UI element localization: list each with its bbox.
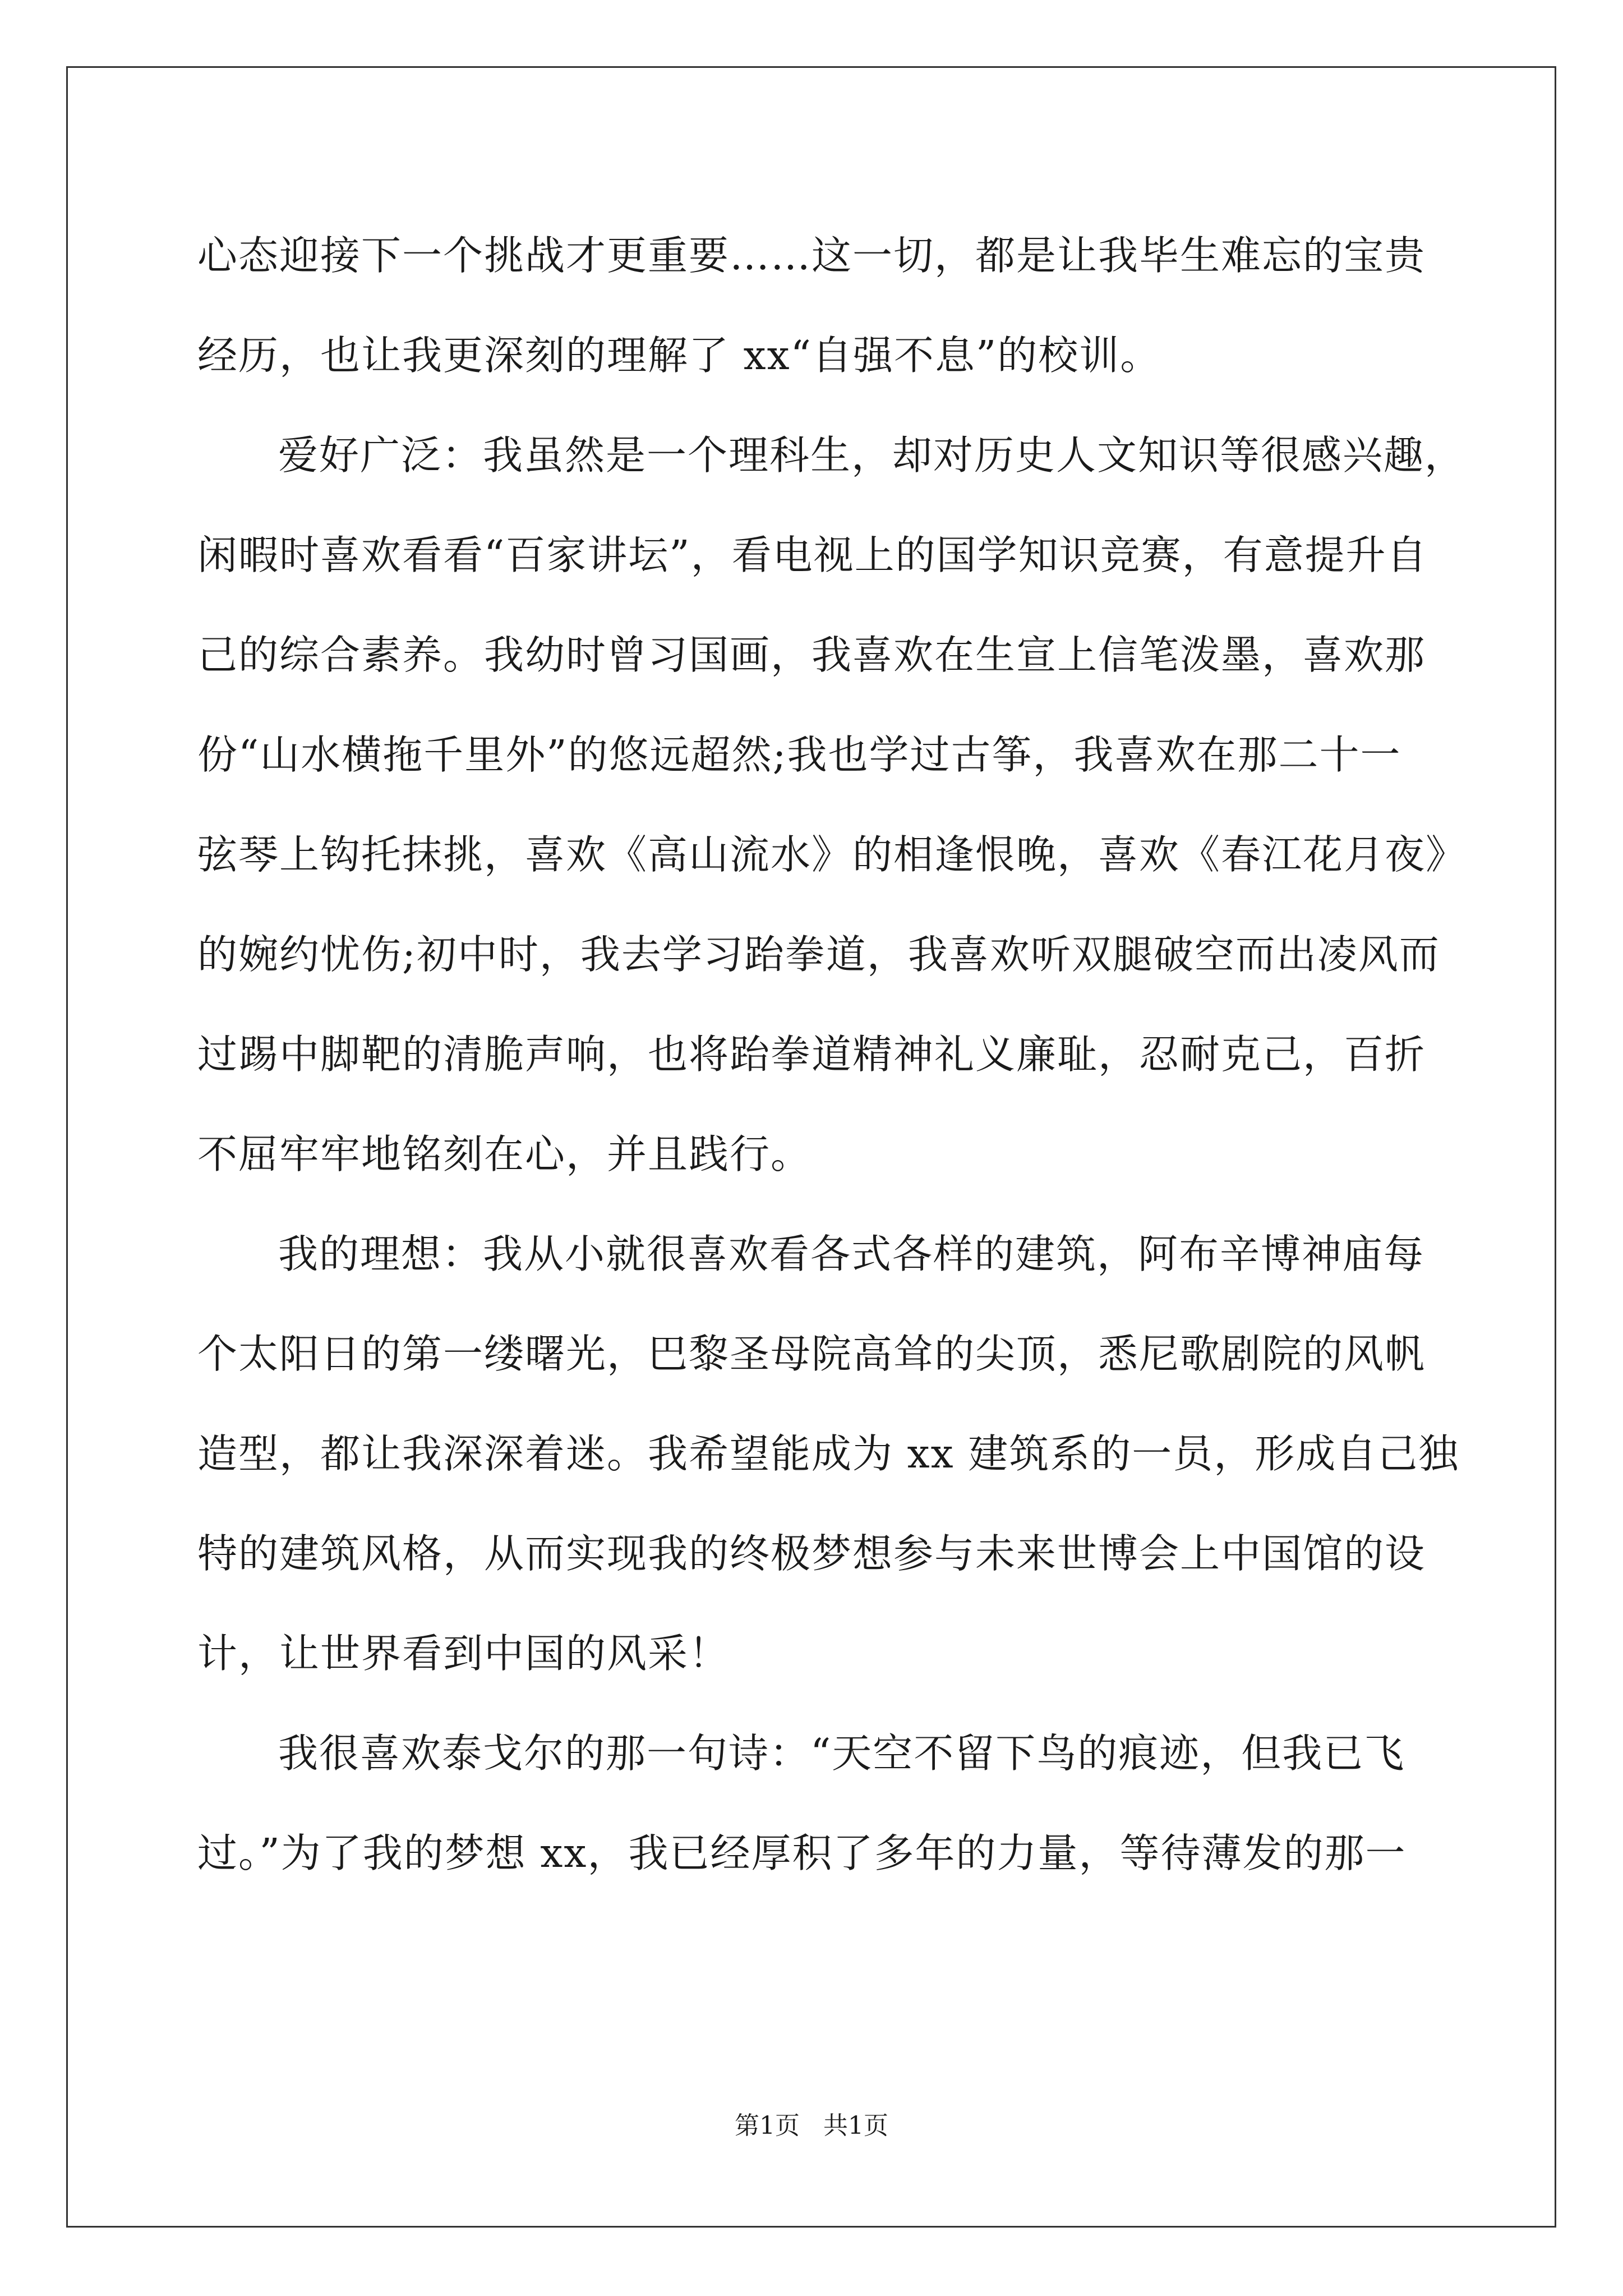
text-line: 过。”为了我的梦想 xx，我已经厚积了多年的力量，等待薄发的那一 [197,1830,1407,1876]
text-line: 闲暇时喜欢看看“百家讲坛”，看电视上的国学知识竞赛，有意提升自 [197,532,1428,578]
text-line: 的婉约忧伤;初中时，我去学习跆拳道，我喜欢听双腿破空而出凌风而 [197,931,1440,978]
text-line: 计，让世界看到中国的风采！ [197,1630,730,1677]
paragraph-first-line: 我很喜欢泰戈尔的那一句诗：“天空不留下鸟的痕迹，但我已飞 [278,1730,1405,1777]
text-line: 特的建筑风格，从而实现我的终极梦想参与未来世博会上中国馆的设 [197,1530,1426,1577]
paragraph-first-line: 爱好广泛：我虽然是一个理科生，却对历史人文知识等很感兴趣， [278,432,1466,478]
text-line: 不屈牢牢地铭刻在心，并且践行。 [197,1131,812,1177]
text-line: 经历，也让我更深刻的理解了 xx“自强不息”的校训。 [197,332,1161,379]
text-line: 份“山水横拖千里外”的悠远超然;我也学过古筝，我喜欢在那二十一 [197,731,1401,778]
text-line: 心态迎接下一个挑战才更重要……这一切，都是让我毕生难忘的宝贵 [197,232,1426,279]
paragraph-first-line: 我的理想：我从小就很喜欢看各式各样的建筑，阿布辛博神庙每 [278,1231,1425,1277]
text-line: 弦琴上钩托抹挑，喜欢《高山流水》的相逢恨晚，喜欢《春江花月夜》 [197,831,1467,878]
text-line: 过踢中脚靶的清脆声响，也将跆拳道精神礼义廉耻，忍耐克己，百折 [197,1031,1426,1078]
text-line: 个太阳日的第一缕曙光，巴黎圣母院高耸的尖顶，悉尼歌剧院的风帆 [197,1331,1426,1377]
text-line: 造型，都让我深深着迷。我希望能成为 xx 建筑系的一员，形成自己独 [197,1430,1460,1477]
text-line: 己的综合素养。我幼时曾习国画，我喜欢在生宣上信笔泼墨，喜欢那 [197,632,1426,678]
page-number-footer: 第1页 共1页 [735,2111,888,2140]
document-body [197,206,1467,1903]
